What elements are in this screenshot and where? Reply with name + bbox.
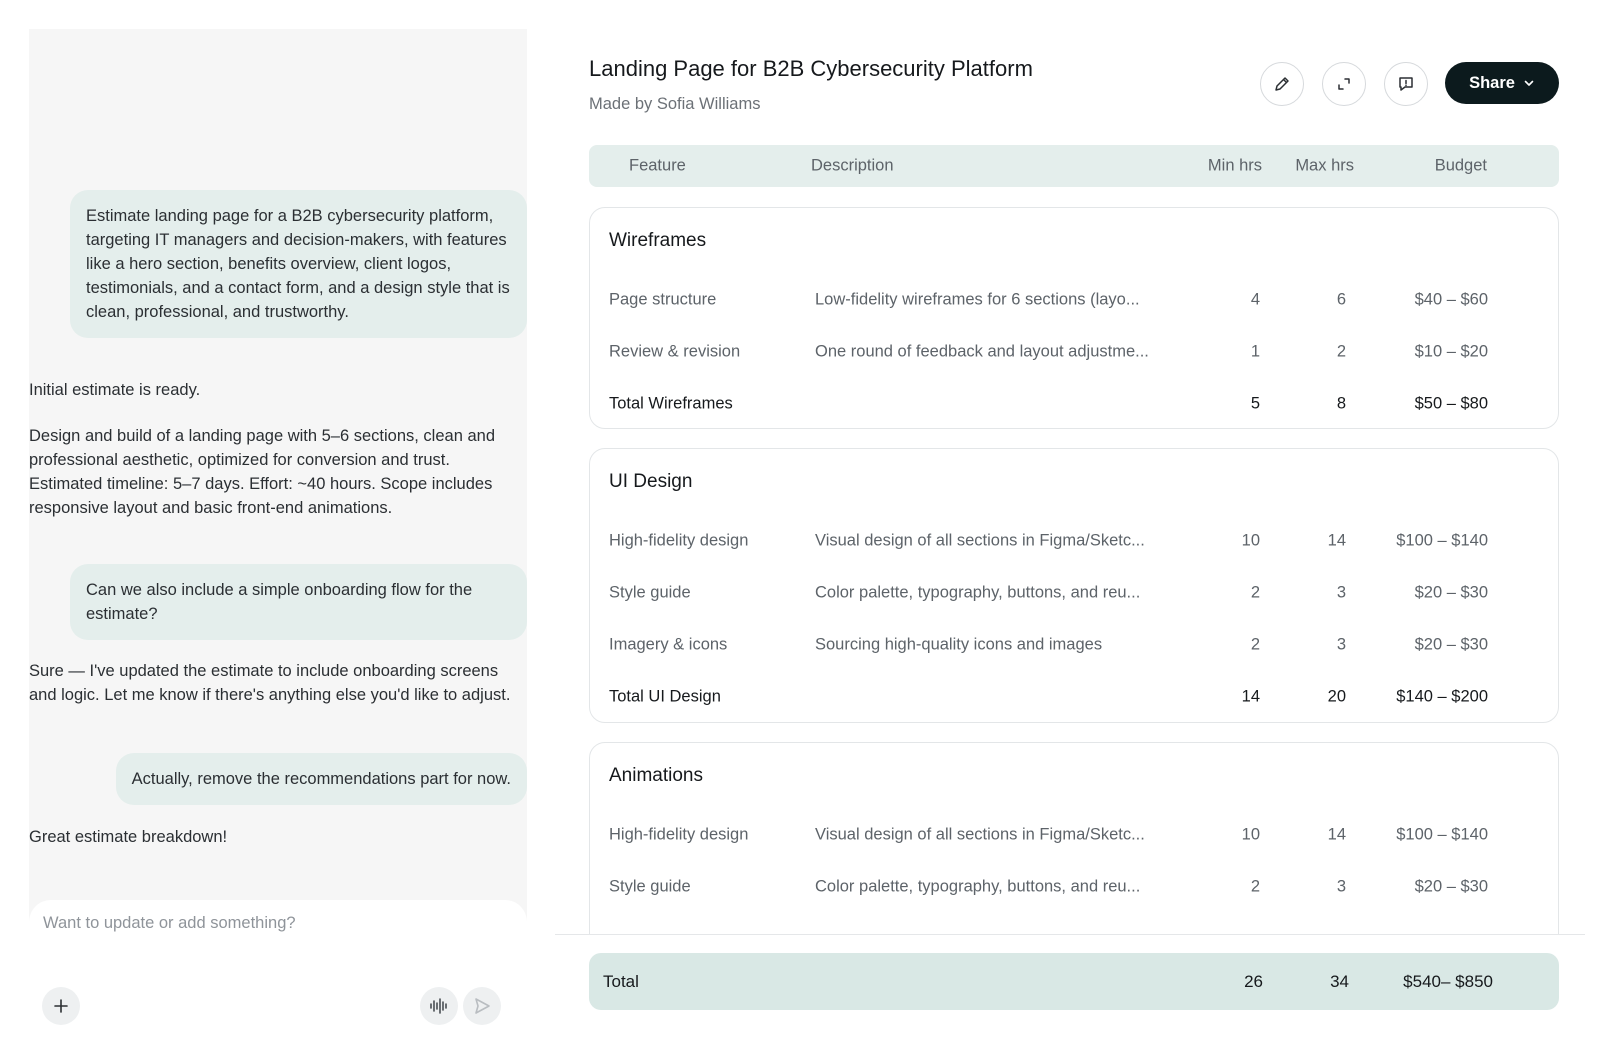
column-header-description[interactable]: Description (811, 156, 894, 175)
min-hrs-cell: 1 (1250, 342, 1260, 361)
total-label: Total Wireframes (609, 394, 733, 413)
send-button[interactable] (463, 987, 501, 1025)
assistant-message-text: Sure — I've updated the estimate to include onboarding screens and logic. Let me know if there's anything else you'd like to adjust. (29, 662, 511, 704)
message-composer (29, 900, 527, 1039)
table-row[interactable] (590, 340, 1558, 364)
table-row[interactable] (590, 875, 1558, 899)
budget-cell: $100 – $140 (1396, 531, 1488, 550)
waveform-icon (429, 997, 449, 1015)
max-hrs-cell: 3 (1336, 877, 1346, 896)
max-hrs-cell: 14 (1327, 825, 1346, 844)
min-hrs-cell: 2 (1250, 635, 1260, 654)
estimate-scroll-area[interactable] (560, 205, 1580, 934)
voice-input-button[interactable] (420, 987, 458, 1025)
max-hrs-cell: 14 (1327, 531, 1346, 550)
message-input[interactable] (43, 914, 503, 933)
description-cell: Color palette, typography, buttons, and reu... (815, 877, 1141, 896)
assistant-message (29, 378, 519, 520)
table-header (589, 145, 1559, 187)
share-button-label: Share (1469, 73, 1515, 92)
description-cell: Sourcing high-quality icons and images (815, 635, 1103, 654)
table-row[interactable] (590, 529, 1558, 553)
plus-icon (54, 999, 68, 1013)
section-title: Wireframes (609, 230, 707, 251)
min-hrs-cell: 4 (1250, 290, 1260, 309)
section-ui-design (589, 448, 1559, 723)
table-row[interactable] (590, 581, 1558, 605)
user-message (116, 753, 527, 805)
feature-cell: Style guide (609, 877, 691, 896)
comment-icon (1397, 75, 1415, 93)
assistant-message-text: Initial estimate is ready. (29, 381, 201, 399)
comment-button[interactable] (1384, 62, 1428, 106)
expand-button[interactable] (1322, 62, 1366, 106)
budget-cell: $20 – $30 (1414, 635, 1488, 654)
feature-cell: Page structure (609, 290, 717, 309)
assistant-message (29, 825, 227, 849)
section-wireframes (589, 207, 1559, 429)
max-hrs-cell: 2 (1336, 342, 1346, 361)
column-header-feature[interactable]: Feature (629, 156, 686, 175)
max-hrs-cell: 6 (1336, 290, 1346, 309)
description-cell: Low-fidelity wireframes for 6 sections (layo... (815, 290, 1140, 309)
column-header-min-hrs[interactable]: Min hrs (1207, 156, 1262, 175)
description-cell: Visual design of all sections in Figma/Sketc... (815, 825, 1145, 844)
max-hrs-cell: 3 (1336, 635, 1346, 654)
user-message-text: Can we also include a simple onboarding flow for the estimate? (86, 581, 473, 623)
section-total-row (590, 392, 1558, 416)
total-max-hrs: 20 (1327, 687, 1346, 706)
total-budget: $140 – $200 (1396, 687, 1488, 706)
chevron-down-icon (1523, 77, 1535, 89)
budget-cell: $20 – $30 (1414, 877, 1488, 896)
total-budget: $50 – $80 (1414, 394, 1488, 413)
page-title: Landing Page for B2B Cybersecurity Platform (589, 56, 1033, 81)
page-subtitle: Made by Sofia Williams (589, 95, 761, 113)
send-icon (473, 997, 491, 1015)
section-total-row (590, 685, 1558, 709)
user-message (70, 190, 527, 338)
edit-button[interactable] (1260, 62, 1304, 106)
total-label: Total UI Design (609, 687, 721, 706)
user-message-text: Estimate landing page for a B2B cybersecurity platform, targeting IT managers and decision-makers, with features like a hero section, benefits overview, client logos, testimonials, and a contact form, and a design style that is clean, professional, and trustworthy. (86, 207, 510, 321)
section-animations (589, 742, 1559, 934)
feature-cell: Imagery & icons (609, 635, 728, 654)
total-min-hrs: 14 (1241, 687, 1260, 706)
budget-cell: $100 – $140 (1396, 825, 1488, 844)
description-cell: One round of feedback and layout adjustme... (815, 342, 1149, 361)
grand-total-min-hrs: 26 (1244, 971, 1263, 991)
min-hrs-cell: 2 (1250, 877, 1260, 896)
budget-cell: $20 – $30 (1414, 583, 1488, 602)
min-hrs-cell: 2 (1250, 583, 1260, 602)
grand-total-row (589, 953, 1559, 1010)
assistant-message-text: Design and build of a landing page with 5–6 sections, clean and professional aesthetic, optimized for conversion and trust. Estimated timeline: 5–7 days. Effort: ~40 hours. Scope includes responsive layout and basic front-end animations. (29, 427, 495, 517)
grand-total-max-hrs: 34 (1330, 971, 1349, 991)
user-message (70, 564, 527, 640)
feature-cell: High-fidelity design (609, 531, 749, 550)
budget-cell: $40 – $60 (1414, 290, 1488, 309)
feature-cell: Style guide (609, 583, 691, 602)
min-hrs-cell: 10 (1241, 825, 1260, 844)
add-attachment-button[interactable] (42, 987, 80, 1025)
column-header-max-hrs[interactable]: Max hrs (1295, 156, 1354, 175)
section-title: UI Design (609, 471, 693, 492)
total-max-hrs: 8 (1336, 394, 1346, 413)
grand-total-label: Total (603, 971, 639, 991)
grand-total-budget: $540– $850 (1403, 971, 1493, 991)
column-header-budget[interactable]: Budget (1434, 156, 1487, 175)
section-title: Animations (609, 765, 703, 786)
chat-panel (29, 29, 527, 1039)
description-cell: Visual design of all sections in Figma/Sketc... (815, 531, 1145, 550)
budget-cell: $10 – $20 (1414, 342, 1488, 361)
total-min-hrs: 5 (1250, 394, 1260, 413)
table-row[interactable] (590, 633, 1558, 657)
description-cell: Color palette, typography, buttons, and reu... (815, 583, 1141, 602)
pencil-icon (1273, 75, 1291, 93)
expand-icon (1336, 76, 1352, 92)
user-message-text: Actually, remove the recommendations part for now. (131, 770, 511, 788)
max-hrs-cell: 3 (1336, 583, 1346, 602)
table-row[interactable] (590, 823, 1558, 847)
assistant-message-text: Great estimate breakdown! (29, 828, 228, 846)
min-hrs-cell: 10 (1241, 531, 1260, 550)
assistant-message (29, 659, 527, 707)
divider (555, 934, 1585, 935)
feature-cell: Review & revision (609, 342, 741, 361)
table-row[interactable] (590, 288, 1558, 312)
feature-cell: High-fidelity design (609, 825, 749, 844)
share-button[interactable] (1445, 62, 1559, 104)
